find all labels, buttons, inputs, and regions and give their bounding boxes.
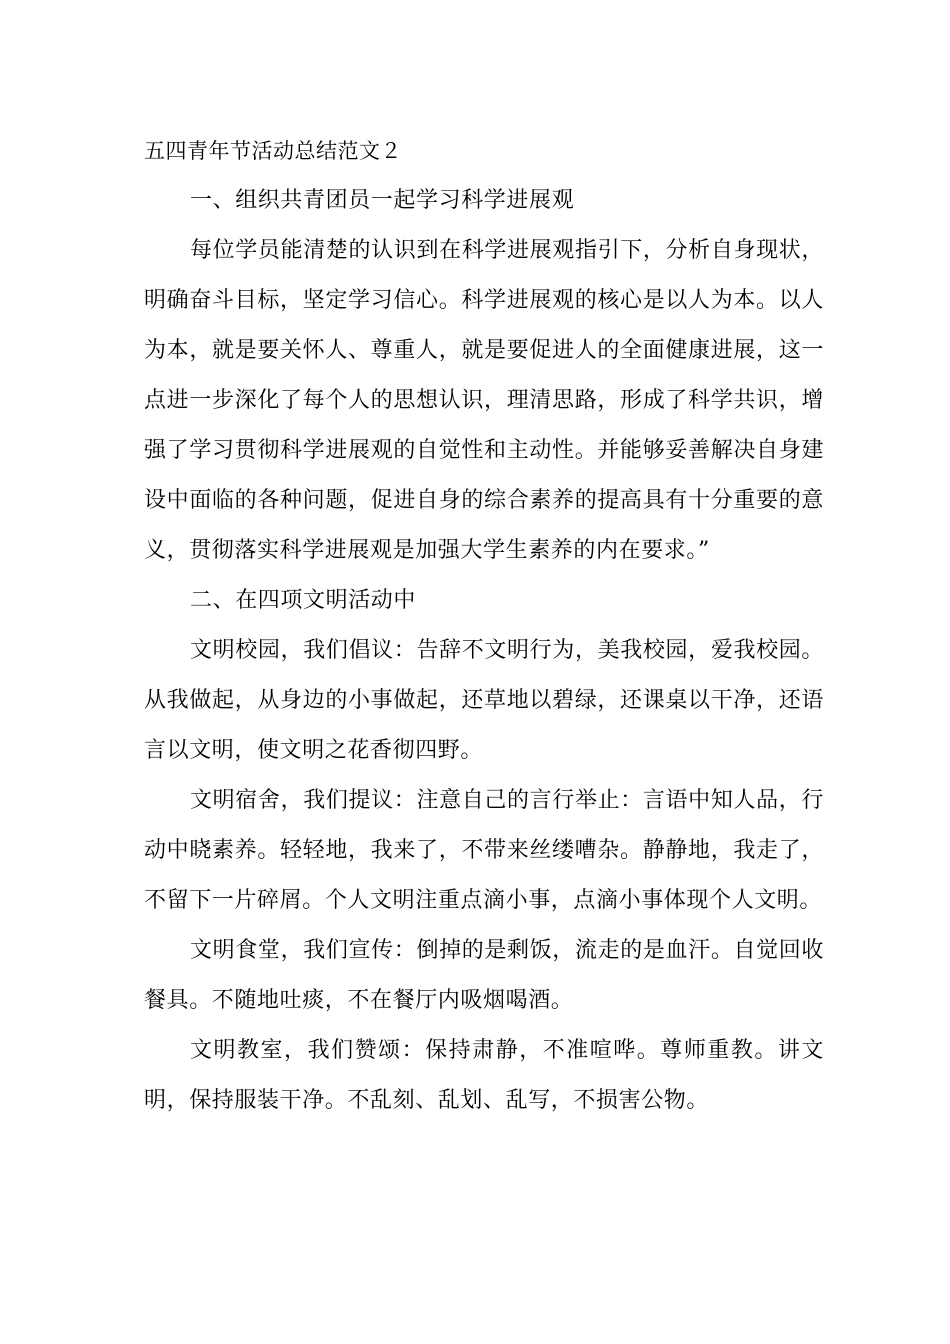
paragraph-civilized-campus: 文明校园，我们倡议：告辞不文明行为，美我校园，爱我校园。从我做起，从身边的小事做起，还草地以碧绿，还课桌以干净，还语言以文明，使文明之花香彻四野。 <box>144 638 824 763</box>
paragraph-scientific-outlook: 每位学员能清楚的认识到在科学进展观指引下，分析自身现状，明确奋斗目标，坚定学习信心。科学进展观的核心是以人为本。以人为本，就是要关怀人、尊重人，就是要促进人的全面健康进展，这一点进一步深化了每个人的思想认识，理清思路，形成了科学共识，增强了学习贯彻科学进展观的自觉性和主动性。并能够妥善解决自身建设中面临的各种问题，促进自身的综合素养的提高具有十分重要的意义，贯彻落实科学进展观是加强大学生素养的内在要求。” <box>144 238 824 563</box>
section-heading-2: 二、在四项文明活动中 <box>190 588 417 613</box>
document-body <box>144 126 824 1126</box>
document-title: 五四青年节活动总结范文２ <box>144 139 402 163</box>
paragraph-civilized-classroom: 文明教室，我们赞颂：保持肃静，不准喧哗。尊师重教。讲文明，保持服装干净。不乱刻、乱划、乱写，不损害公物。 <box>144 1038 824 1113</box>
section-heading-1: 一、组织共青团员一起学习科学进展观 <box>190 188 575 213</box>
paragraph-civilized-dormitory: 文明宿舍，我们提议：注意自己的言行举止：言语中知人品，行动中晓素养。轻轻地，我来了，不带来丝缕嘈杂。静静地，我走了，不留下一片碎屑。个人文明注重点滴小事，点滴小事体现个人文明。 <box>144 788 824 913</box>
paragraph-civilized-canteen: 文明食堂，我们宣传：倒掉的是剩饭，流走的是血汗。自觉回收餐具。不随地吐痰，不在餐厅内吸烟喝酒。 <box>144 938 824 1013</box>
